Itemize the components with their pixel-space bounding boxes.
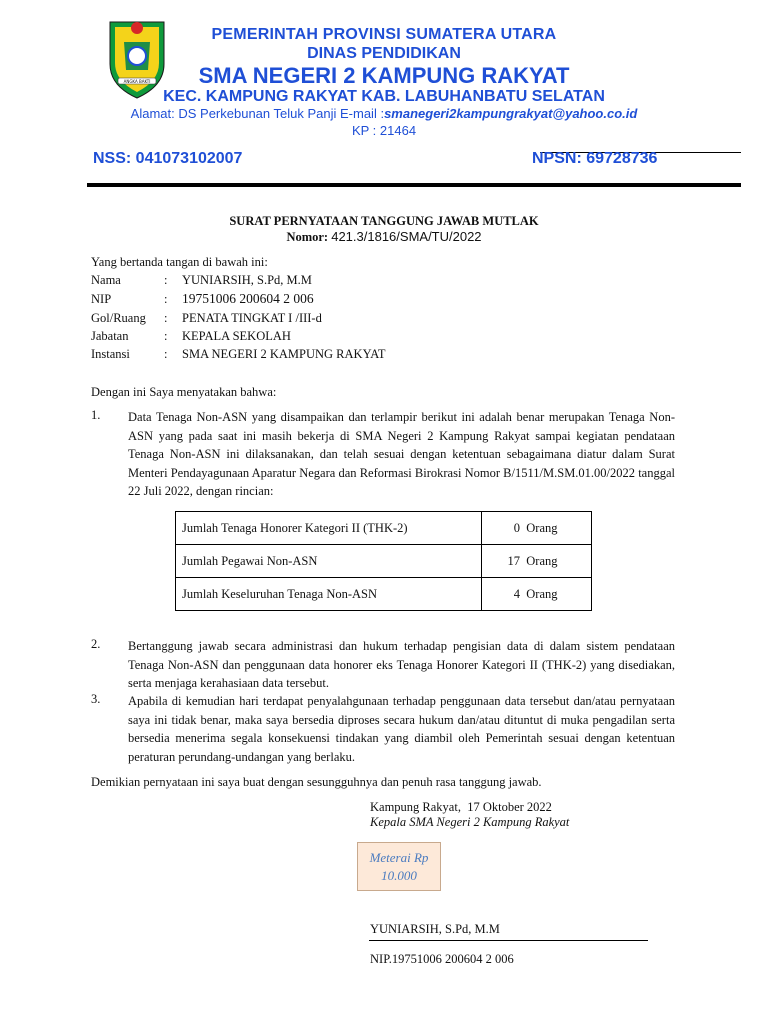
point-number: 2. bbox=[91, 637, 101, 651]
rincian-unit: Orang bbox=[526, 520, 558, 535]
identity-value: 19751006 200604 2 006 bbox=[182, 291, 314, 306]
identity-label: Instansi bbox=[91, 347, 130, 361]
point-text: Bertanggung jawab secara administrasi dan hukum terhadap pengisian data di dalam sistem pendataan Tenaga Non-ASN dan penggunaan data honorer eks Tenaga Honorer Kategori II (THK-2) yang disediakan, serta menjaga kerahasiaan data tersebut. bbox=[128, 639, 675, 690]
table-row bbox=[176, 512, 592, 545]
header-government-line: PEMERINTAH PROVINSI SUMATERA UTARA bbox=[211, 26, 557, 43]
meterai-label: Meterai Rp bbox=[369, 850, 429, 865]
letter-number bbox=[0, 229, 768, 245]
email-address: smanegeri2kampungrakyat@yahoo.co.id bbox=[384, 106, 638, 121]
signer-nip: NIP.19751006 200604 2 006 bbox=[370, 952, 514, 966]
address-text: Alamat: DS Perkebunan Teluk Panji E-mail : bbox=[130, 106, 385, 121]
identity-label: NIP bbox=[91, 292, 112, 306]
rincian-count: 17 bbox=[507, 553, 520, 568]
npsn-number: NPSN: 69728736 bbox=[532, 150, 658, 167]
point-text: Apabila di kemudian hari terdapat penyalahgunaan terhadap penggunaan data tersebut dan/atau pernyataan saya ini tidak benar, maka saya bersedia diproses secara hukum dan/atau dituntut di muka pengadilan serta bersedia menerima segala konsekuensi tindakan yang diambil oleh Pemerintah sesuai dengan ketentuan peraturan perundang-undangan yang berlaku. bbox=[128, 694, 675, 764]
signer-position: Kepala SMA Negeri 2 Kampung Rakyat bbox=[370, 815, 570, 829]
point-number: 1. bbox=[91, 408, 101, 422]
identity-separator: : bbox=[164, 329, 168, 343]
letter-number-label: Nomor: bbox=[286, 230, 329, 244]
header-thick-rule bbox=[87, 183, 741, 187]
identity-label: Gol/Ruang bbox=[91, 311, 146, 325]
rincian-table bbox=[175, 511, 592, 611]
rincian-label: Jumlah Pegawai Non-ASN bbox=[176, 545, 482, 578]
point-number: 3. bbox=[91, 692, 101, 706]
header-district-line: KEC. KAMPUNG RAKYAT KAB. LABUHANBATU SELATAN bbox=[163, 88, 605, 105]
rincian-count: 0 bbox=[513, 520, 520, 535]
letter-title: SURAT PERNYATAAN TANGGUNG JAWAB MUTLAK bbox=[229, 214, 539, 228]
meterai-stamp bbox=[357, 842, 441, 891]
meterai-amount: 10.000 bbox=[381, 868, 417, 883]
closing-text: Demikian pernyataan ini saya buat dengan sesungguhnya dan penuh rasa tanggung jawab. bbox=[91, 775, 542, 789]
point-text: Data Tenaga Non-ASN yang disampaikan dan terlampir berikut ini adalah benar merupakan Tenaga Non-ASN yang pada saat ini masih bekerja di SMA Negeri 2 Kampung Rakyat sampai kegiatan pendataan Tenaga Non-ASN ini dilaksanakan, dan telah sesuai dengan ketentuan sebagaimana diatur dalam Surat Menteri Pendayagunaan Aparatur Negara dan Reformasi Birokrasi Nomor B/1511/M.SM.01.00/2022 tanggal 22 Juli 2022, dengan rincian: bbox=[128, 410, 675, 498]
rincian-count-cell bbox=[482, 512, 592, 545]
header-postal-code: KP : 21464 bbox=[351, 123, 417, 138]
rincian-label: Jumlah Keseluruhan Tenaga Non-ASN bbox=[176, 578, 482, 611]
rincian-count-cell bbox=[482, 578, 592, 611]
rincian-unit: Orang bbox=[526, 586, 558, 601]
identity-value: SMA NEGERI 2 KAMPUNG RAKYAT bbox=[182, 347, 386, 361]
table-row bbox=[176, 545, 592, 578]
table-row bbox=[176, 578, 592, 611]
identity-separator: : bbox=[164, 273, 168, 287]
statement-intro: Dengan ini Saya menyatakan bahwa: bbox=[91, 385, 277, 399]
rincian-count: 4 bbox=[513, 586, 520, 601]
logo-motto: ANGKA BAKTI bbox=[123, 78, 151, 84]
signature-line bbox=[369, 940, 648, 941]
intro-text: Yang bertanda tangan di bawah ini: bbox=[91, 255, 268, 269]
nss-number: NSS: 041073102007 bbox=[93, 150, 243, 167]
place-date: Kampung Rakyat, 17 Oktober 2022 bbox=[370, 800, 552, 814]
identity-value: PENATA TINGKAT I /III-d bbox=[182, 311, 322, 325]
identity-separator: : bbox=[164, 311, 168, 325]
identity-separator: : bbox=[164, 292, 168, 306]
letter-number-value: 421.3/1816/SMA/TU/2022 bbox=[331, 229, 482, 244]
identity-value: YUNIARSIH, S.Pd, M.M bbox=[182, 273, 312, 287]
header-agency-line: DINAS PENDIDIKAN bbox=[307, 45, 461, 62]
identity-separator: : bbox=[164, 347, 168, 361]
rincian-label: Jumlah Tenaga Honorer Kategori II (THK-2) bbox=[176, 512, 482, 545]
header-address bbox=[0, 106, 768, 121]
header-school-name: SMA NEGERI 2 KAMPUNG RAKYAT bbox=[198, 63, 570, 88]
rincian-unit: Orang bbox=[526, 553, 558, 568]
identity-label: Nama bbox=[91, 273, 121, 287]
rincian-count-cell bbox=[482, 545, 592, 578]
identity-value: KEPALA SEKOLAH bbox=[182, 329, 291, 343]
signer-name: YUNIARSIH, S.Pd, M.M bbox=[370, 922, 500, 936]
identity-label: Jabatan bbox=[91, 329, 129, 343]
